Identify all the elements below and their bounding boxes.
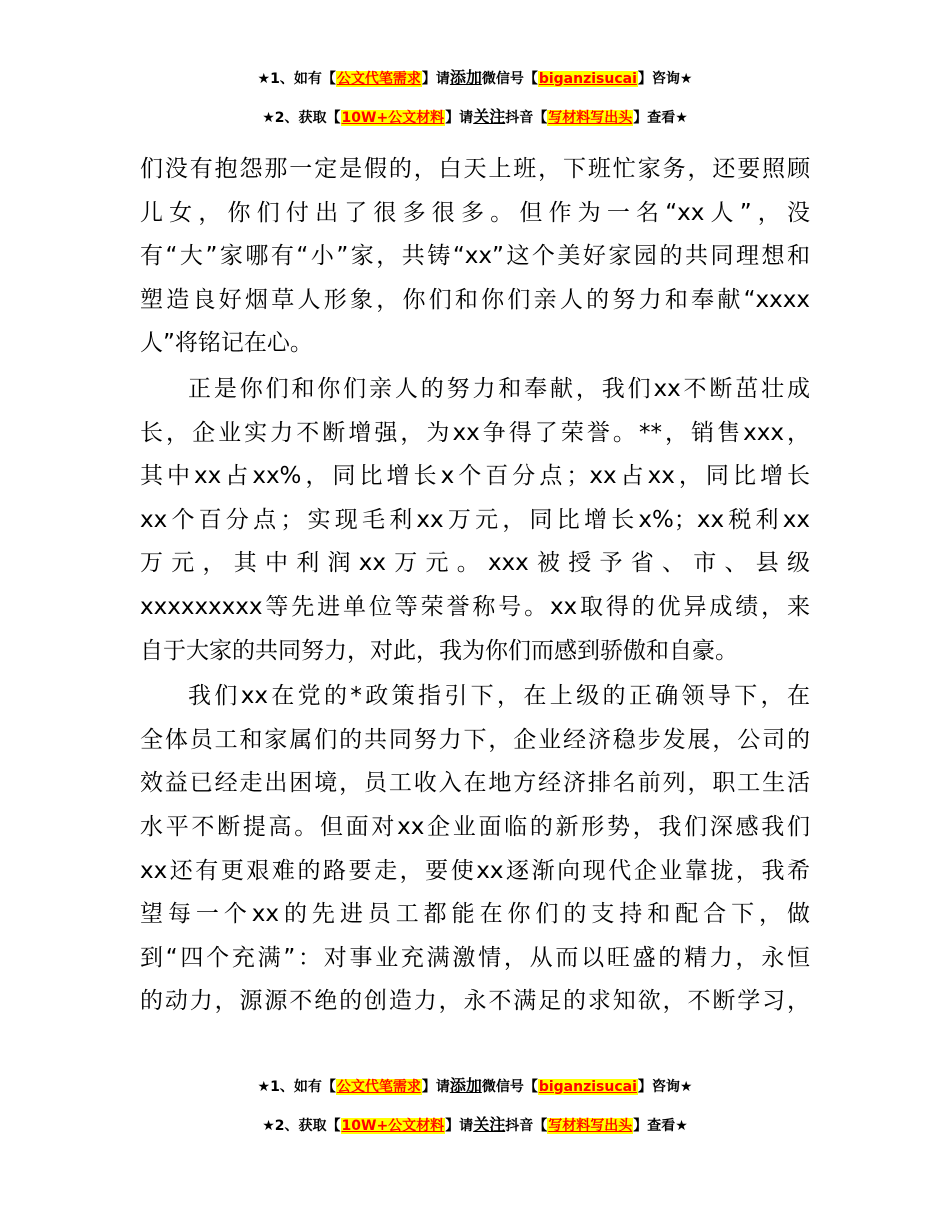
text-line: 我们xx在党的*政策指引下，在上级的正确领导下，在 xyxy=(188,683,810,710)
promo-underline-add: 添加 xyxy=(449,68,482,87)
promo-text: 】请 xyxy=(421,1079,450,1095)
promo-text: ★2、获取【 xyxy=(262,110,341,126)
promo-text: 】查看★ xyxy=(633,1118,688,1134)
promo-highlight-service: 公文代笔需求 xyxy=(336,71,421,87)
promo-footer-line-1 xyxy=(0,1076,950,1097)
promo-text: 】请 xyxy=(445,1118,474,1134)
document-body xyxy=(140,148,810,1026)
text-line: 们没有抱怨那一定是假的，白天上班，下班忙家务，还要照顾 xyxy=(140,156,810,182)
text-line: 长，企业实力不断增强，为xx争得了荣誉。**，销售xxx， xyxy=(140,419,810,446)
text-line: xxxxxxxxx等先进单位等荣誉称号。xx取得的优异成绩，来 xyxy=(140,593,810,620)
promo-highlight-wechat-id: biganzisucai xyxy=(538,71,637,87)
text-line: 的动力，源源不绝的创造力，永不满足的求知欲，不断学习， xyxy=(140,988,810,1015)
text-line: 到“四个充满”：对事业充满激情，从而以旺盛的精力，永恒 xyxy=(140,944,810,971)
text-line: 自于大家的共同努力，对此，我为你们而感到骄傲和自豪。 xyxy=(140,637,738,664)
promo-highlight-materials: 10W+公文材料 xyxy=(341,1118,445,1134)
promo-header-line-2 xyxy=(0,107,950,128)
text-line: 人”将铭记在心。 xyxy=(140,330,313,357)
promo-header-line-1 xyxy=(0,68,950,89)
promo-text: 】咨询★ xyxy=(637,71,693,87)
promo-text: 】请 xyxy=(421,71,450,87)
text-line: 有“大”家哪有“小”家，共铸“xx”这个美好家园的共同理想和 xyxy=(140,243,810,270)
promo-text: ★1、如有【 xyxy=(257,1079,336,1095)
promo-text: 抖音【 xyxy=(505,110,548,126)
promo-highlight-service: 公文代笔需求 xyxy=(336,1079,421,1095)
promo-text: 】请 xyxy=(445,110,474,126)
text-line: 万元，其中利润xx万元。xxx被授予省、市、县级 xyxy=(140,550,810,577)
promo-text: 抖音【 xyxy=(505,1118,548,1134)
promo-underline-add: 添加 xyxy=(449,1076,482,1095)
promo-text: 】查看★ xyxy=(633,110,688,126)
promo-text: 微信号【 xyxy=(481,1079,538,1095)
promo-highlight-douyin-account: 写材料写出头 xyxy=(548,110,633,126)
text-line: 全体员工和家属们的共同努力下，企业经济稳步发展，公司的 xyxy=(140,726,810,753)
text-line: 水平不断提高。但面对xx企业面临的新形势，我们深感我们 xyxy=(140,813,810,840)
paragraph-2 xyxy=(140,368,810,673)
promo-underline-follow: 关注 xyxy=(473,1115,506,1134)
promo-text: 微信号【 xyxy=(481,71,538,87)
promo-highlight-douyin-account: 写材料写出头 xyxy=(548,1118,633,1134)
paragraph-3 xyxy=(140,675,810,1024)
promo-text: ★2、获取【 xyxy=(262,1118,341,1134)
promo-footer-line-2 xyxy=(0,1115,950,1136)
text-line: xx还有更艰难的路要走，要使xx逐渐向现代企业靠拢，我希 xyxy=(140,857,810,884)
text-line: 正是你们和你们亲人的努力和奉献，我们xx不断茁壮成 xyxy=(188,375,810,402)
promo-underline-follow: 关注 xyxy=(473,107,506,126)
text-line: 塑造良好烟草人形象，你们和你们亲人的努力和奉献“xxxx xyxy=(140,286,810,313)
promo-highlight-wechat-id: biganzisucai xyxy=(538,1079,637,1095)
promo-highlight-materials: 10W+公文材料 xyxy=(341,110,445,126)
text-line: 效益已经走出困境，员工收入在地方经济排名前列，职工生活 xyxy=(140,770,810,797)
text-line: 望每一个xx的先进员工都能在你们的支持和配合下，做 xyxy=(140,901,810,928)
promo-text: ★1、如有【 xyxy=(257,71,336,87)
text-line: xx个百分点；实现毛利xx万元，同比增长x%；xx税利xx xyxy=(140,506,810,533)
text-line: 其中xx占xx%，同比增长x个百分点；xx占xx，同比增长 xyxy=(140,463,810,490)
text-line: 儿女，你们付出了很多很多。但作为一名“xx人”，没 xyxy=(140,199,810,226)
promo-text: 】咨询★ xyxy=(637,1079,693,1095)
paragraph-1 xyxy=(140,148,810,366)
